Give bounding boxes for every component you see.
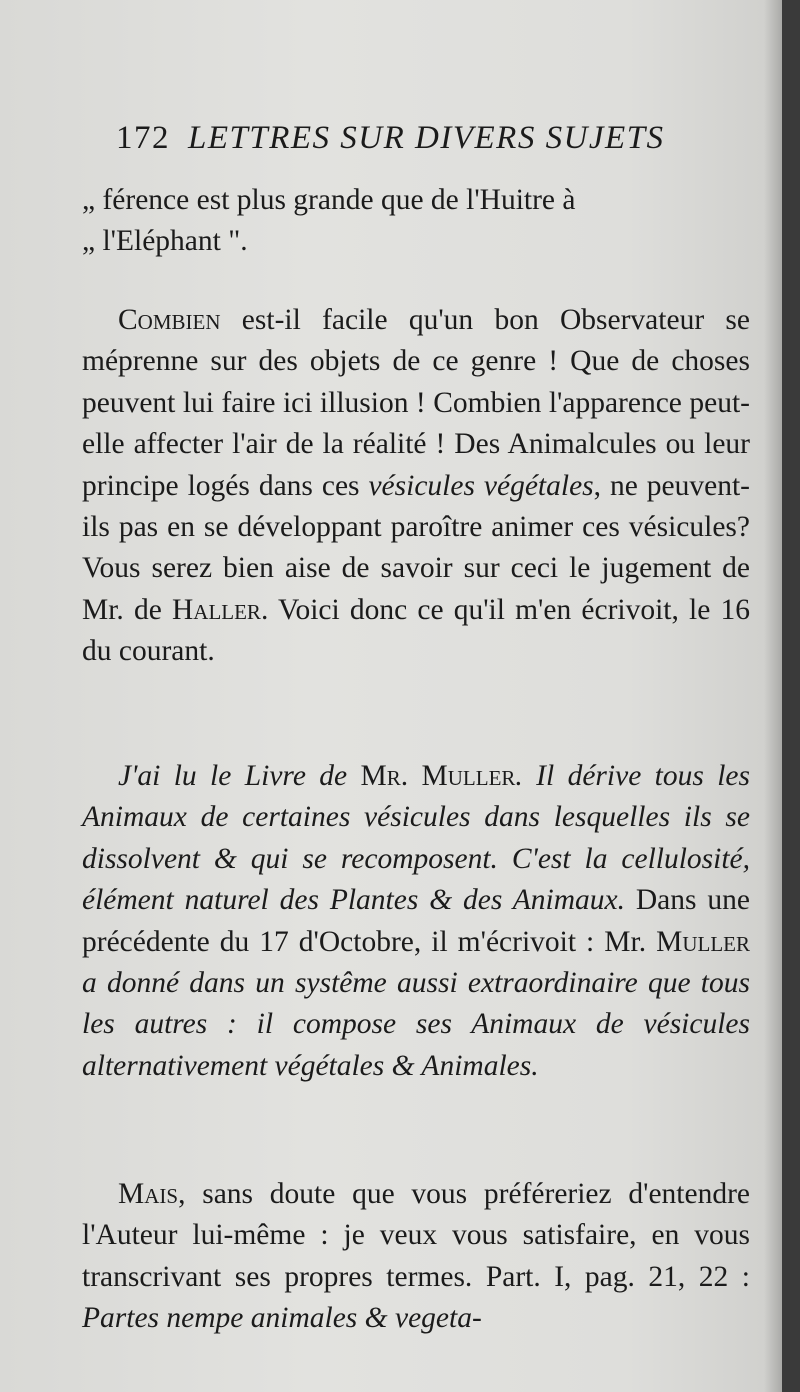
quote-continuation (82, 180, 750, 263)
text-line: „ l'Eléphant ". (82, 221, 750, 262)
paragraph-text: , ne peuvent-ils pas en se développant paroître animer ces vésicules? Vous serez bien aise de savoir sur ceci le jugement de Mr. de (82, 469, 750, 626)
paragraph-text: Dans une précédente du 17 d'Octobre, il m'écrivoit : Mr. (82, 884, 750, 958)
italic-quote: J'ai lu le Livre de (118, 760, 361, 792)
latin-quote: Partes nempe animales & vegeta- (82, 1302, 482, 1335)
paragraph-mais (82, 1174, 750, 1340)
author-name-muller: Mr. Muller (360, 760, 516, 792)
paragraph-text: . Voici donc ce qu'il m'en écrivoit, le 16 du courant. (82, 593, 750, 668)
author-name-haller: Haller (171, 593, 261, 626)
running-title: LETTRES SUR DIVERS SUJETS (188, 120, 665, 156)
page-number: 172 (116, 120, 170, 156)
small-caps-lead: Combien (118, 304, 221, 336)
text-line: „ férence est plus grande que de l'Huitre à (82, 180, 750, 221)
italic-quote: a donné dans un systême aussi extraordinaire que tous les autres : il compose ses Animaux de vésicules alternativement végétales & Animales. (82, 967, 750, 1082)
paragraph-haller-letter (82, 756, 750, 1087)
paragraph-text: est-il facile qu'un bon Observateur se méprenne sur des objets de ce genre ! Que de choses peuvent lui faire ici illusion ! Combien l'apparence peut-elle affecter l'air de la réalité ! Des Animalcules ou leur principe logés dans ces (82, 304, 750, 502)
running-header (116, 120, 676, 162)
small-caps-lead: Mais (118, 1178, 179, 1210)
paragraph-text: , sans doute que vous préféreriez d'entendre l'Auteur lui-même : je veux vous satisfaire, en vous transcrivant ses propres termes. Part. I, pag. 21, 22 : (82, 1178, 750, 1293)
paragraph-combien (82, 300, 750, 673)
author-name-muller: Muller (656, 925, 750, 958)
italic-term: vésicules végétales (368, 469, 594, 502)
italic-quote: . Il dérive tous les Animaux de certaines vésicules dans lesquelles ils se dissolvent & qui se recomposent. C'est la cellulosité, élément naturel des Plantes & des Animaux. (82, 760, 751, 917)
